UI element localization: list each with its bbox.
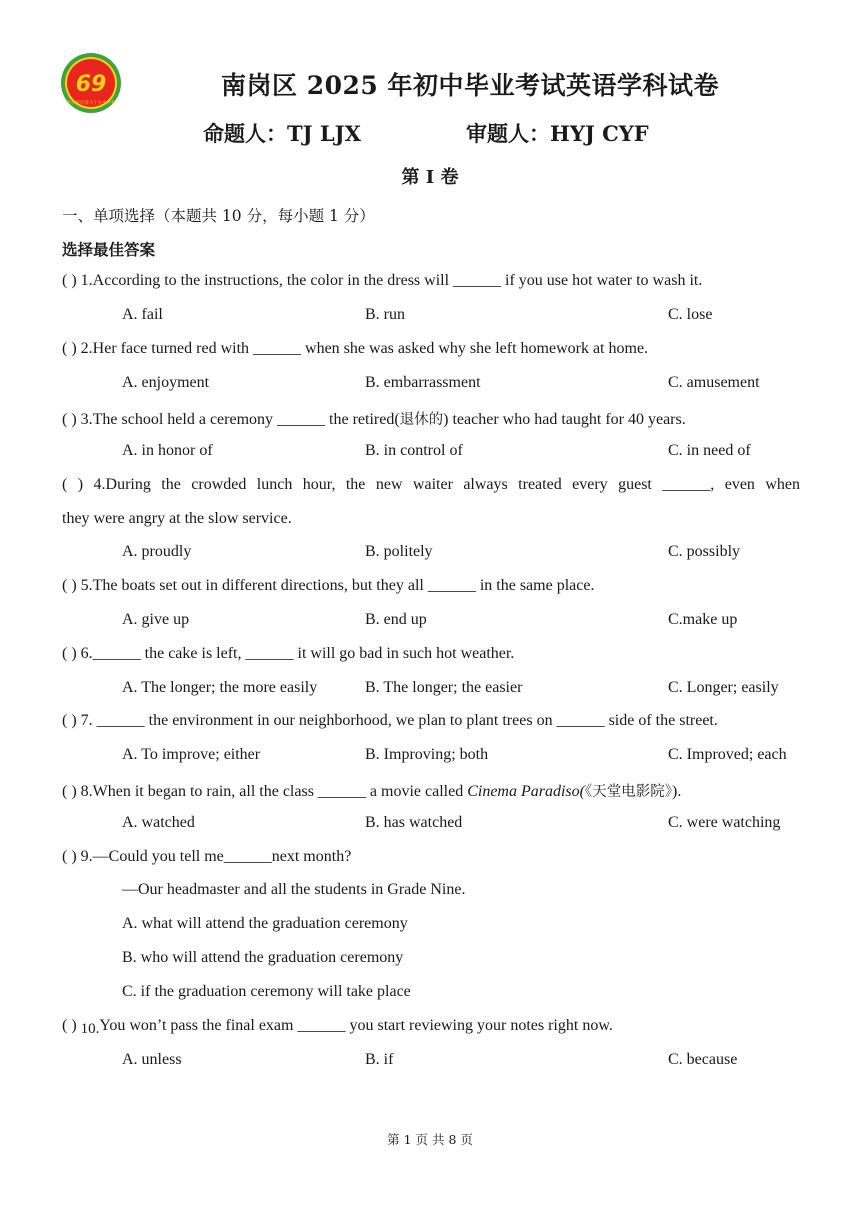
answer-blank[interactable]: ( ) bbox=[62, 476, 84, 493]
option-a: A. enjoyment bbox=[122, 374, 210, 391]
answer-blank[interactable]: ( ) bbox=[62, 1017, 77, 1034]
volume-heading: 第 I 卷 bbox=[401, 167, 459, 188]
answer-blank[interactable]: ( ) bbox=[62, 848, 77, 865]
option-a: A. The longer; the more easily bbox=[122, 679, 318, 696]
question-4 bbox=[62, 476, 800, 494]
option-b: B. politely bbox=[365, 543, 433, 560]
option-c: C. were watching bbox=[668, 814, 781, 831]
question-stem: 5.The boats set out in different directions, but they all ______ in the same place. bbox=[80, 577, 595, 594]
question-2 bbox=[62, 340, 648, 358]
dialogue-reply: —Our headmaster and all the students in Grade Nine. bbox=[122, 881, 466, 898]
option-c: C. because bbox=[668, 1051, 738, 1068]
option-b: B. end up bbox=[365, 611, 427, 628]
option-c: C. Longer; easily bbox=[668, 679, 779, 696]
option-c: C. possibly bbox=[668, 543, 741, 560]
question-stem: 2.Her face turned red with ______ when she was asked why she left homework at home. bbox=[80, 340, 649, 357]
option-c: C.make up bbox=[668, 611, 738, 628]
option-c: C. in need of bbox=[668, 442, 751, 459]
question-stem-end: ). bbox=[671, 783, 682, 800]
option-a: A. fail bbox=[122, 306, 163, 323]
option-b: B. Improving; both bbox=[365, 746, 489, 763]
question-1 bbox=[62, 272, 702, 290]
answer-blank[interactable]: ( ) bbox=[62, 645, 77, 662]
question-stem-continued: they were angry at the slow service. bbox=[62, 510, 292, 527]
question-number: 10. bbox=[80, 1021, 100, 1037]
question-stem: 8.When it began to rain, all the class ______ a movie called bbox=[80, 783, 468, 800]
section-subheading: 选择最佳答案 bbox=[62, 240, 156, 259]
option-c: C. if the graduation ceremony will take place bbox=[122, 983, 411, 1000]
option-b: B. embarrassment bbox=[365, 374, 481, 391]
question-stem: 7. ______ the environment in our neighborhood, we plan to plant trees on ______ side of the street. bbox=[80, 712, 718, 729]
answer-blank[interactable]: ( ) bbox=[62, 783, 77, 800]
question-9 bbox=[62, 848, 351, 866]
answer-blank[interactable]: ( ) bbox=[62, 712, 77, 729]
logo-text: 哈尔滨市第六十九中学校 bbox=[66, 101, 116, 106]
question-stem: 3.The school held a ceremony ______ the retired( bbox=[80, 411, 400, 428]
question-stem: 9.—Could you tell me______next month? bbox=[80, 848, 352, 865]
option-a: A. watched bbox=[122, 814, 195, 831]
option-a: A. give up bbox=[122, 611, 190, 628]
question-8 bbox=[62, 780, 681, 801]
answer-blank[interactable]: ( ) bbox=[62, 340, 77, 357]
question-stem: 6.______ the cake is left, ______ it will go bad in such hot weather. bbox=[80, 645, 515, 662]
option-a: A. in honor of bbox=[122, 442, 213, 459]
question-7 bbox=[62, 712, 718, 730]
option-a: A. proudly bbox=[122, 543, 192, 560]
option-c: C. lose bbox=[668, 306, 713, 323]
chinese-gloss: 退休的 bbox=[399, 412, 444, 428]
question-stem: 4.During the crowded lunch hour, the new waiter always treated every guest ______, even when bbox=[93, 476, 801, 493]
reviewer: 审题人：HYJ CYF bbox=[466, 121, 649, 146]
answer-blank[interactable]: ( ) bbox=[62, 411, 77, 428]
question-6 bbox=[62, 645, 514, 663]
logo-number: 69 bbox=[75, 72, 107, 97]
option-b: B. if bbox=[365, 1051, 394, 1068]
option-c: C. amusement bbox=[668, 374, 760, 391]
question-10 bbox=[62, 1017, 613, 1035]
option-b: B. in control of bbox=[365, 442, 463, 459]
option-b: B. has watched bbox=[365, 814, 463, 831]
section-heading: 一、单项选择（本题共 10 分，每小题 1 分） bbox=[62, 207, 375, 225]
question-5 bbox=[62, 577, 594, 595]
page-number: 第 1 页 共 8 页 bbox=[387, 1132, 473, 1147]
exam-title: 南岗区 2025 年初中毕业考试英语学科试卷 bbox=[221, 71, 719, 100]
option-a: A. To improve; either bbox=[122, 746, 261, 763]
setter: 命题人：TJ LJX bbox=[203, 121, 361, 146]
option-b: B. The longer; the easier bbox=[365, 679, 523, 696]
answer-blank[interactable]: ( ) bbox=[62, 577, 77, 594]
option-c: C. Improved; each bbox=[668, 746, 787, 763]
option-a: A. what will attend the graduation ceremony bbox=[122, 915, 408, 932]
chinese-gloss: 《天堂电影院》 bbox=[584, 784, 672, 800]
option-b: B. who will attend the graduation ceremony bbox=[122, 949, 404, 966]
question-stem: You won’t pass the final exam ______ you start reviewing your notes right now. bbox=[99, 1017, 613, 1034]
question-stem-end: ) teacher who had taught for 40 years. bbox=[443, 411, 686, 428]
question-stem: 1.According to the instructions, the color in the dress will ______ if you use hot water to wash it. bbox=[80, 272, 703, 289]
movie-title: Cinema Paradiso( bbox=[467, 783, 585, 800]
option-b: B. run bbox=[365, 306, 405, 323]
question-3 bbox=[62, 408, 686, 429]
answer-blank[interactable]: ( ) bbox=[62, 272, 77, 289]
option-a: A. unless bbox=[122, 1051, 182, 1068]
